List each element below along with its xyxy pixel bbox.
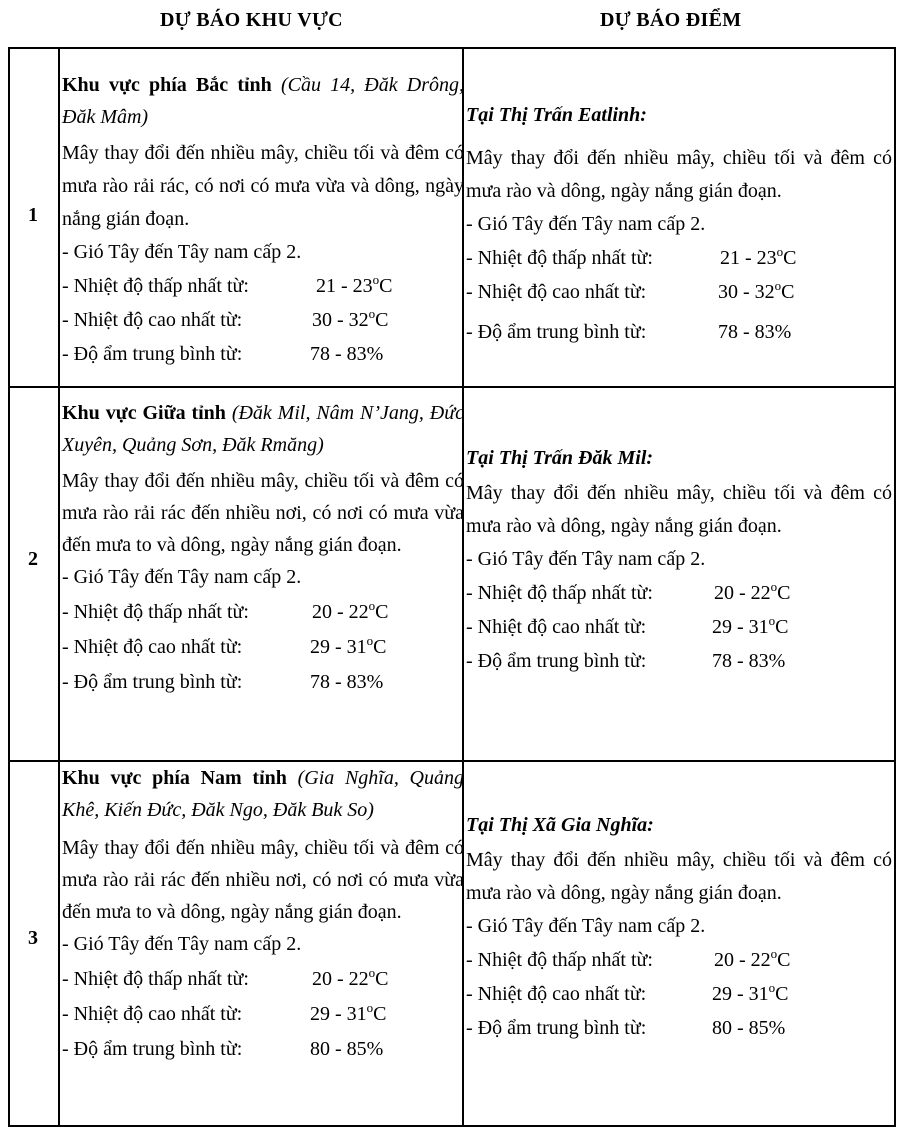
min-temp-label: - Nhiệt độ thấp nhất từ: [62,275,249,297]
area-forecast-cell [62,762,464,1068]
row-number: 1 [28,204,38,226]
area-description: Mây thay đổi đến nhiều mây, chiều tối và đêm có mưa rào rải rác đến nhiều nơi, có nơi có mưa vừa đến mưa to và dông, ngày nắng gián đoạn. [62,470,464,556]
min-temp-value: 20 - 22$^o$C [714,579,791,604]
humidity-label: - Độ ẩm trung bình từ: [62,671,243,693]
point-wind [466,910,892,944]
header-point: DỰ BÁO ĐIỂM [600,9,742,31]
max-temp-value: 30 - 32$^o$C [718,278,795,303]
area-min-temp [62,963,464,998]
area-districts: (Đăk Mil, Nâm N’Jang, Đức Xuyên, Quảng Sơn, Đăk Rmăng) [62,402,464,456]
wind-text: - Gió Tây đến Tây nam cấp 2. [62,566,302,588]
max-temp-label: - Nhiệt độ cao nhất từ: [466,281,647,303]
wind-text: - Gió Tây đến Tây nam cấp 2. [466,915,706,937]
wind-text: - Gió Tây đến Tây nam cấp 2. [466,213,706,235]
header-area: DỰ BÁO KHU VỰC [160,9,343,31]
point-description: Mây thay đổi đến nhiều mây, chiều tối và đêm có mưa rào và dông, ngày nắng gián đoạn. [466,147,892,202]
humidity-value: 78 - 83% [310,343,384,365]
row-number: 2 [28,548,38,570]
point-title: Tại Thị Xã Gia Nghĩa: [466,814,654,836]
min-temp-value: 21 - 23$^o$C [316,272,393,297]
row-number: 3 [28,927,38,949]
border-right [894,47,896,1127]
min-temp-label: - Nhiệt độ thấp nhất từ: [466,949,653,971]
humidity-value: 80 - 85% [712,1017,786,1039]
area-name: Khu vực Giữa tỉnh [62,402,226,424]
min-temp-value: 21 - 23$^o$C [720,244,797,269]
point-title: Tại Thị Trấn Eatlinh: [466,104,647,126]
area-humidity [62,666,464,701]
humidity-label: - Độ ẩm trung bình từ: [62,1038,243,1060]
area-forecast-cell [62,69,464,372]
max-temp-value: 29 - 31$^o$C [310,1000,387,1025]
point-forecast-cell [466,809,892,1046]
min-temp-value: 20 - 22$^o$C [312,598,389,623]
border-top [8,47,896,49]
area-name: Khu vực phía Nam tỉnh [62,767,287,789]
area-districts: (Gia Nghĩa, Quảng Khê, Kiến Đức, Đăk Ngo, Đăk Buk So) [62,767,465,821]
max-temp-label: - Nhiệt độ cao nhất từ: [466,983,647,1005]
humidity-value: 80 - 85% [310,1038,384,1060]
point-wind [466,543,892,577]
humidity-value: 78 - 83% [718,321,792,343]
min-temp-value: 20 - 22$^o$C [714,946,791,971]
max-temp-value: 29 - 31$^o$C [310,633,387,658]
area-forecast-cell [62,397,464,701]
point-humidity [466,316,892,350]
point-max-temp [466,978,892,1012]
area-max-temp [62,631,464,666]
wind-text: - Gió Tây đến Tây nam cấp 2. [466,548,706,570]
wind-text: - Gió Tây đến Tây nam cấp 2. [62,241,302,263]
area-wind [62,561,464,596]
point-forecast-cell [466,99,892,350]
max-temp-label: - Nhiệt độ cao nhất từ: [466,616,647,638]
point-humidity [466,645,892,679]
humidity-label: - Độ ẩm trung bình từ: [466,650,647,672]
area-min-temp [62,596,464,631]
area-name: Khu vực phía Bắc tỉnh [62,74,272,96]
area-wind [62,928,464,963]
wind-text: - Gió Tây đến Tây nam cấp 2. [62,933,302,955]
min-temp-label: - Nhiệt độ thấp nhất từ: [466,582,653,604]
border-col-1 [58,47,60,1127]
area-title [62,69,464,133]
area-description: Mây thay đổi đến nhiều mây, chiều tối và đêm có mưa rào rải rác đến nhiều nơi, có nơi có mưa vừa đến mưa to và dông, ngày nắng gián đoạn. [62,837,464,923]
point-forecast-cell [466,442,892,679]
humidity-label: - Độ ẩm trung bình từ: [62,343,243,365]
min-temp-value: 20 - 22$^o$C [312,965,389,990]
max-temp-label: - Nhiệt độ cao nhất từ: [62,1003,243,1025]
point-description: Mây thay đổi đến nhiều mây, chiều tối và đêm có mưa rào và dông, ngày nắng gián đoạn. [466,482,892,537]
point-min-temp [466,242,892,276]
area-min-temp [62,270,464,304]
point-min-temp [466,577,892,611]
area-title [62,397,464,461]
area-description: Mây thay đổi đến nhiều mây, chiều tối và đêm có mưa rào rải rác, có nơi có mưa vừa và dông, ngày nắng gián đoạn. [62,142,464,230]
max-temp-value: 29 - 31$^o$C [712,980,789,1005]
max-temp-value: 29 - 31$^o$C [712,613,789,638]
area-districts: (Cầu 14, Đăk Drông, Đăk Mâm) [62,74,465,128]
area-title [62,762,464,826]
point-max-temp [466,276,892,310]
area-humidity [62,338,464,372]
max-temp-label: - Nhiệt độ cao nhất từ: [62,309,243,331]
point-description: Mây thay đổi đến nhiều mây, chiều tối và đêm có mưa rào và dông, ngày nắng gián đoạn. [466,849,892,904]
point-humidity [466,1012,892,1046]
humidity-label: - Độ ẩm trung bình từ: [466,1017,647,1039]
max-temp-value: 30 - 32$^o$C [312,306,389,331]
area-humidity [62,1033,464,1068]
area-wind [62,236,464,270]
humidity-value: 78 - 83% [712,650,786,672]
max-temp-label: - Nhiệt độ cao nhất từ: [62,636,243,658]
point-min-temp [466,944,892,978]
point-wind [466,208,892,242]
area-max-temp [62,304,464,338]
min-temp-label: - Nhiệt độ thấp nhất từ: [62,968,249,990]
humidity-label: - Độ ẩm trung bình từ: [466,321,647,343]
area-max-temp [62,998,464,1033]
point-max-temp [466,611,892,645]
min-temp-label: - Nhiệt độ thấp nhất từ: [62,601,249,623]
humidity-value: 78 - 83% [310,671,384,693]
border-bottom [8,1125,896,1127]
min-temp-label: - Nhiệt độ thấp nhất từ: [466,247,653,269]
point-title: Tại Thị Trấn Đăk Mil: [466,447,654,469]
border-row-1 [8,386,896,388]
